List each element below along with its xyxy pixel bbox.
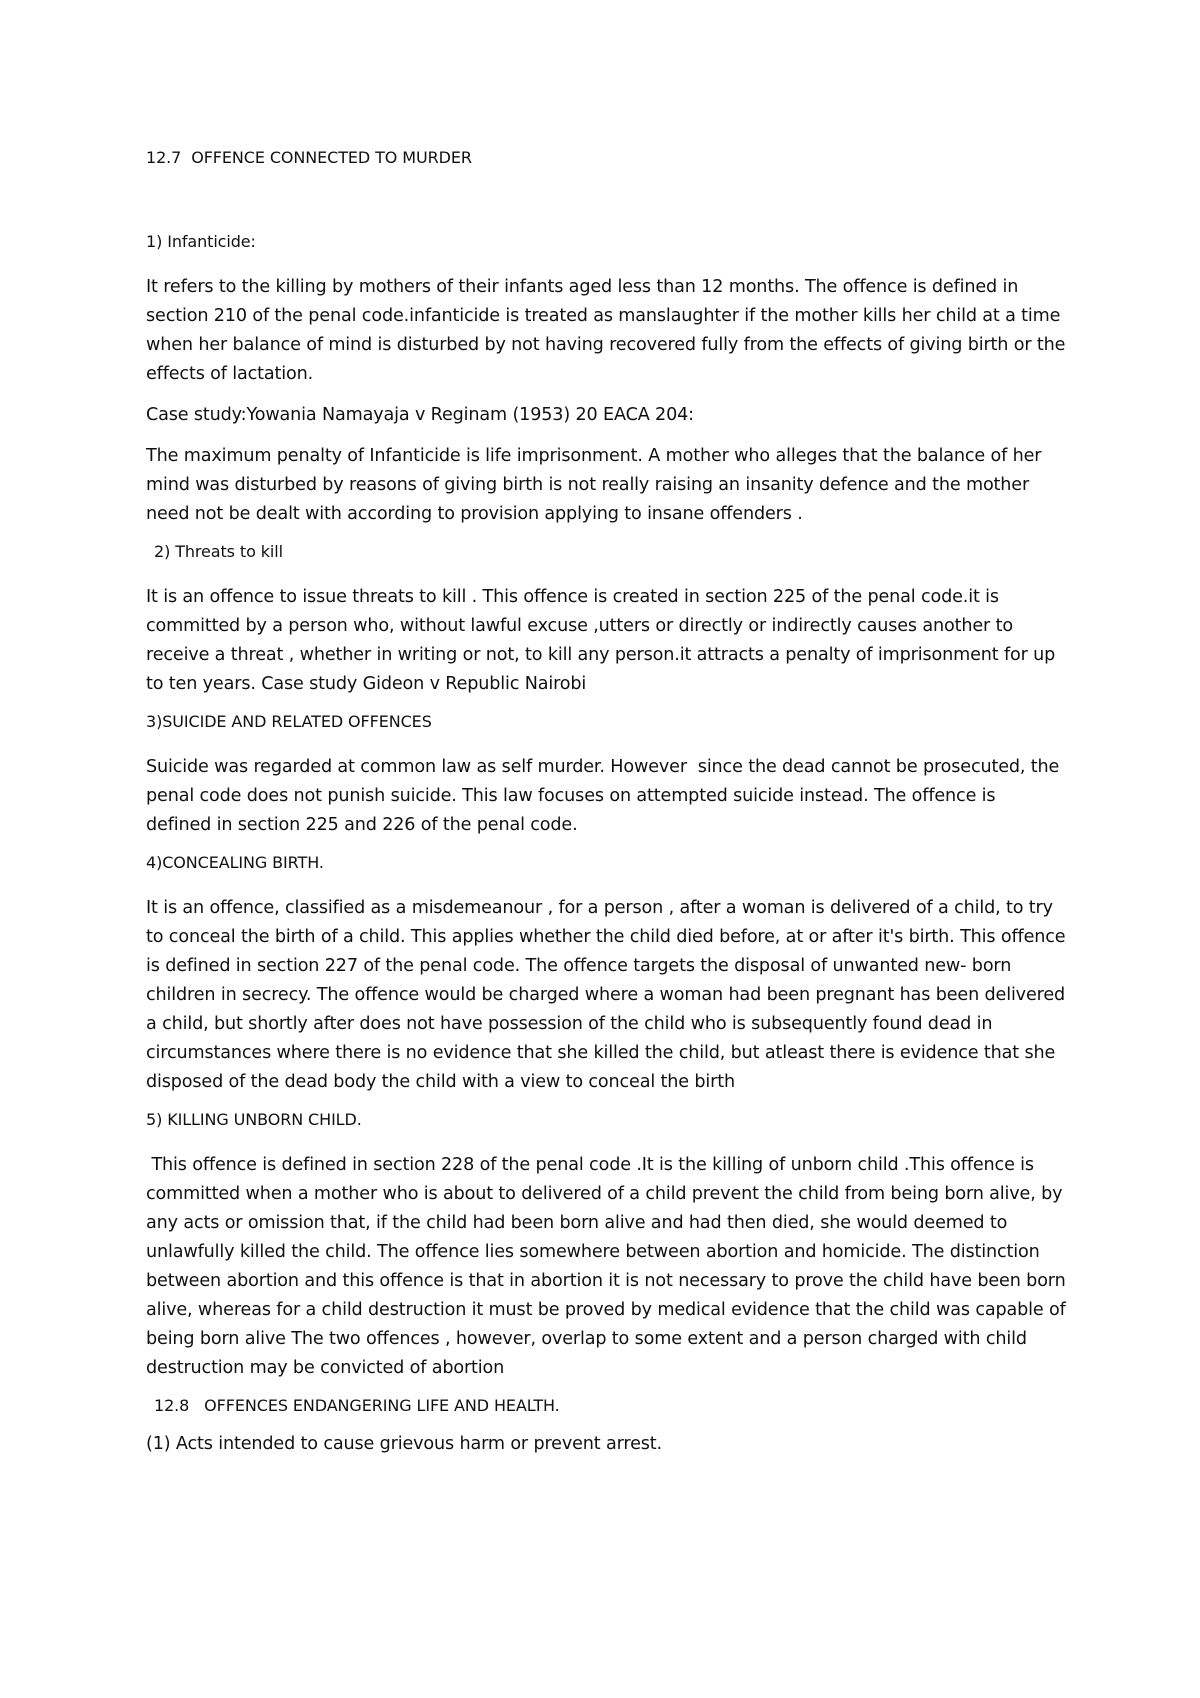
concealing-birth-label: 4)CONCEALING BIRTH. bbox=[146, 853, 324, 872]
killing-unborn-label: 5) KILLING UNBORN CHILD. bbox=[146, 1110, 362, 1129]
infanticide-paragraph: It refers to the killing by mothers of their infants aged less than 12 months. The offence is defined in section 210 of the penal code.infanticide is treated as manslaughter if the mother kills her child at a time when her balance of mind is disturbed by not having recovered fully from the effects of giving birth or the effects of lactation. bbox=[146, 277, 1071, 384]
suicide-paragraph: Suicide was regarded at common law as self murder. However since the dead cannot be prosecuted, the penal code does not punish suicide. This law focuses on attempted suicide instead. The offence is defined in section 225 and 226 of the penal code. bbox=[146, 757, 1065, 835]
acts-grievous-harm-label: (1) Acts intended to cause grievous harm or prevent arrest. bbox=[146, 1434, 662, 1454]
document-body bbox=[146, 147, 1072, 1471]
case-study-yowania: Case study:Yowania Namayaja v Reginam (1953) 20 EACA 204: bbox=[146, 405, 694, 425]
concealing-birth-paragraph: It is an offence, classified as a misdemeanour , for a person , after a woman is delivered of a child, to try to conceal the birth of a child. This applies whether the child died before, at or after it's birth. This offence is defined in section 227 of the penal code. The offence targets the disposal of unwanted new- born children in secrecy. The offence would be charged where a woman had been pregnant has been delivered a child, but shortly after does not have possession of the child who is subsequently found dead in circumstances where there is no evidence that she killed the child, but atleast there is evidence that she disposed of the dead body the child with a view to conceal the birth bbox=[146, 898, 1071, 1092]
threats-label: 2) Threats to kill bbox=[154, 542, 283, 561]
section-heading-12-7: 12.7 OFFENCE CONNECTED TO MURDER bbox=[146, 148, 472, 167]
section-heading-12-8: 12.8 OFFENCES ENDANGERING LIFE AND HEALTH. bbox=[154, 1396, 560, 1415]
killing-unborn-paragraph: This offence is defined in section 228 of the penal code .It is the killing of unborn child .This offence is committed when a mother who is about to delivered of a child prevent the child from being born alive, by any acts or omission that, if the child had been born alive and had then died, she would deemed to unlawfully killed the child. The offence lies somewhere between abortion and homicide. The distinction between abortion and this offence is that in abortion it is not necessary to prove the child have been born alive, whereas for a child destruction it must be proved by medical evidence that the child was capable of being born alive The two offences , however, overlap to some extent and a person charged with child destruction may be convicted of abortion bbox=[146, 1155, 1072, 1378]
suicide-label: 3)SUICIDE AND RELATED OFFENCES bbox=[146, 712, 432, 731]
threats-paragraph: It is an offence to issue threats to kill . This offence is created in section 225 of the penal code.it is committed by a person who, without lawful excuse ,utters or directly or indirectly causes another to receive a threat , whether in writing or not, to kill any person.it attracts a penalty of imprisonment for up to ten years. Case study Gideon v Republic Nairobi bbox=[146, 587, 1061, 694]
infanticide-label: 1) Infanticide: bbox=[146, 232, 256, 251]
infanticide-penalty-paragraph: The maximum penalty of Infanticide is life imprisonment. A mother who alleges that the balance of her mind was disturbed by reasons of giving birth is not really raising an insanity defence and the mother need not be dealt with according to provision applying to insane offenders . bbox=[146, 446, 1047, 524]
